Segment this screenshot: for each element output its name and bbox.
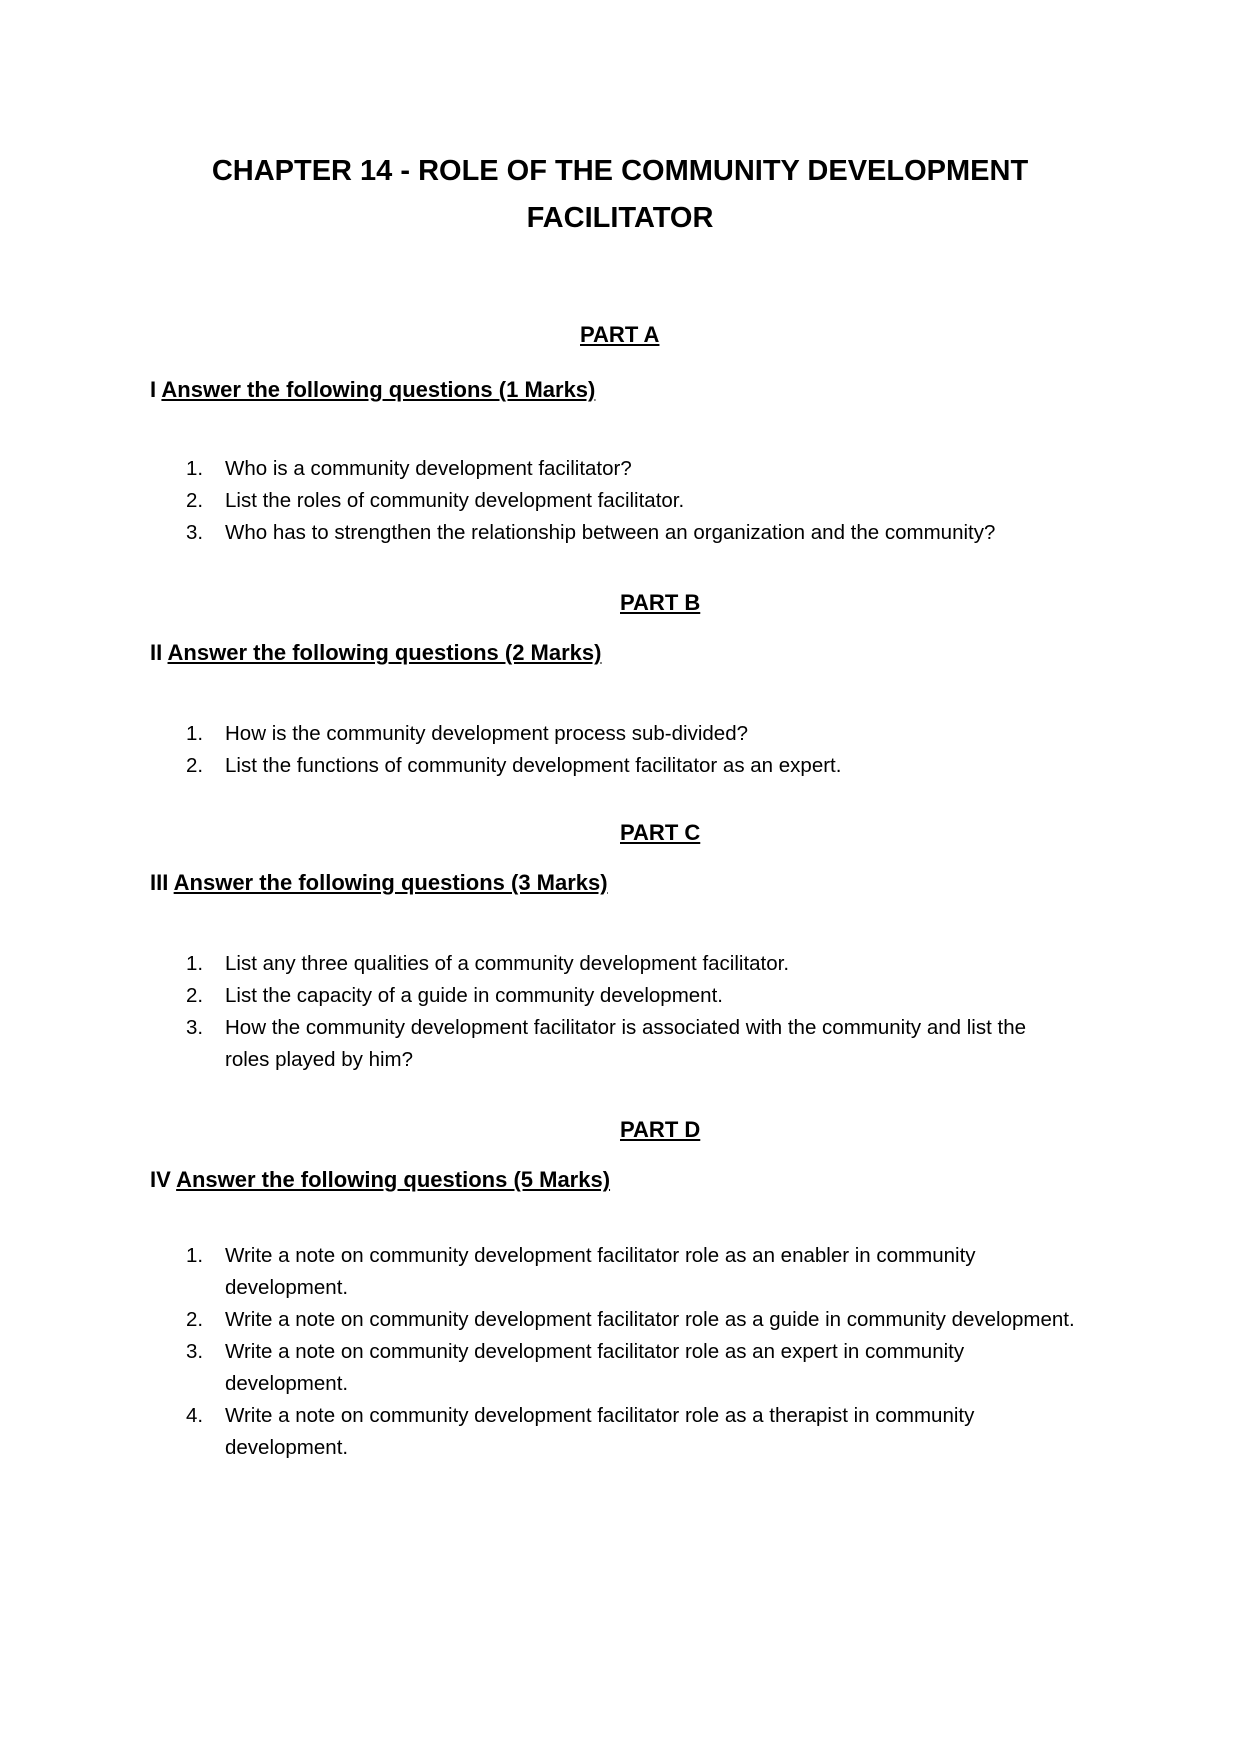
question-text: Write a note on community development facilitator role as an expert in community development. <box>225 1340 965 1395</box>
part-d-roman: IV <box>150 1167 171 1192</box>
list-item: 3. Who has to strengthen the relationship between an organization and the community? <box>186 521 996 544</box>
part-b-instruction <box>150 640 601 666</box>
list-item: 1. List any three qualities of a community development facilitator. <box>186 952 790 975</box>
list-item: 2. List the roles of community development facilitator. <box>186 489 685 512</box>
list-item: 2. List the functions of community development facilitator as an expert. <box>186 754 842 777</box>
list-item: 2. List the capacity of a guide in community development. <box>186 984 723 1007</box>
list-item: 1. How is the community development process sub-divided? <box>186 722 749 745</box>
part-a-heading: PART A <box>580 322 660 347</box>
part-c-instruction <box>150 870 608 896</box>
list-item: 1. Who is a community development facilitator? <box>186 457 632 480</box>
question-text: List any three qualities of a community development facilitator. <box>225 952 790 975</box>
question-text: Who has to strengthen the relationship between an organization and the community? <box>225 521 996 544</box>
part-d-question-list <box>0 1240 1075 1464</box>
list-item: 3. How the community development facilitator is associated with the community and list the roles played by him? <box>186 1016 1027 1071</box>
list-item: 3. Write a note on community development facilitator role as an expert in community development. <box>186 1340 965 1395</box>
part-c-question-list <box>0 948 1075 1076</box>
part-d-instruction <box>150 1167 610 1193</box>
part-b-instruction-text: Answer the following questions (2 Marks) <box>167 640 602 665</box>
question-text: List the functions of community development facilitator as an expert. <box>225 754 842 777</box>
part-d-instruction-text: Answer the following questions (5 Marks) <box>176 1167 611 1192</box>
part-a-question-list <box>0 453 1075 549</box>
part-b-question-list <box>0 718 1075 782</box>
chapter-title-line-2: FACILITATOR <box>526 202 714 234</box>
part-d-heading: PART D <box>620 1117 701 1142</box>
question-text: How the community development facilitator is associated with the community and list the roles played by him? <box>225 1016 1027 1071</box>
chapter-title <box>150 148 1090 242</box>
list-item: 1. Write a note on community development facilitator role as an enabler in community development. <box>186 1244 976 1299</box>
question-text: Write a note on community development facilitator role as a guide in community development. <box>225 1308 1075 1331</box>
part-b-roman: II <box>150 640 163 665</box>
part-b-heading: PART B <box>620 590 701 615</box>
part-a-roman: I <box>150 377 157 402</box>
question-text: Who is a community development facilitator? <box>225 457 632 480</box>
list-item: 2. Write a note on community development facilitator role as a guide in community development. <box>186 1308 1075 1331</box>
part-c-roman: III <box>150 870 169 895</box>
question-text: List the roles of community development facilitator. <box>225 489 685 512</box>
question-text: Write a note on community development facilitator role as an enabler in community development. <box>225 1244 976 1299</box>
list-item: 4. Write a note on community development facilitator role as a therapist in community development. <box>186 1404 975 1459</box>
part-a-instruction-text: Answer the following questions (1 Marks) <box>161 377 596 402</box>
question-text: How is the community development process sub-divided? <box>225 722 749 745</box>
part-c-heading: PART C <box>620 820 701 845</box>
part-c-instruction-text: Answer the following questions (3 Marks) <box>173 870 608 895</box>
part-a-instruction <box>150 377 595 403</box>
question-text: List the capacity of a guide in community development. <box>225 984 723 1007</box>
question-text: Write a note on community development facilitator role as a therapist in community development. <box>225 1404 975 1459</box>
chapter-title-line-1: CHAPTER 14 - ROLE OF THE COMMUNITY DEVELOPMENT <box>211 155 1029 187</box>
